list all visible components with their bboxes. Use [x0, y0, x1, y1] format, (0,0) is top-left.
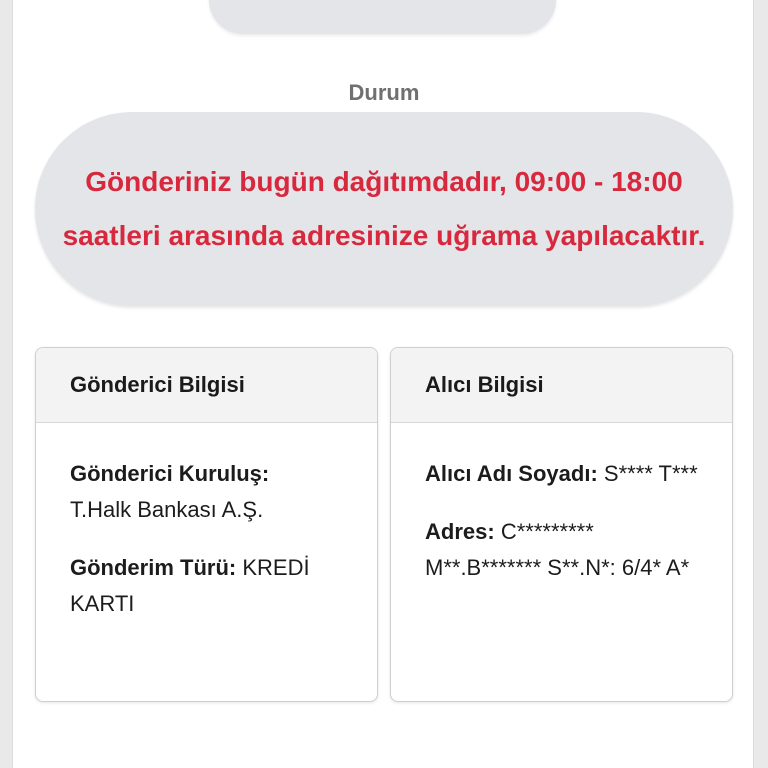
receiver-name-value: S**** T***	[603, 461, 698, 486]
sender-institution-value: T.Halk Bankası A.Ş.	[70, 497, 264, 522]
sender-card-body	[36, 423, 377, 622]
status-pill	[35, 112, 733, 306]
shipment-type-label: Gönderim Türü:	[70, 555, 237, 580]
receiver-address-field	[425, 514, 706, 586]
sender-institution-field	[70, 456, 351, 528]
shipment-type-value: KREDİ KARTI	[70, 555, 310, 616]
receiver-name-label: Alıcı Adı Soyadı:	[425, 461, 598, 486]
tracking-number-pill	[209, 0, 556, 34]
status-label: Durum	[348, 80, 420, 105]
sender-card-title: Gönderici Bilgisi	[36, 348, 377, 423]
receiver-card-body	[391, 423, 732, 586]
status-message: Gönderiniz bugün dağıtımdadır, 09:00 - 18:00 saatleri arasında adresinize uğrama yapılacaktır.	[62, 166, 706, 251]
sender-info-card	[35, 347, 378, 702]
receiver-card-title: Alıcı Bilgisi	[391, 348, 732, 423]
receiver-info-card	[390, 347, 733, 702]
receiver-name-field	[425, 456, 706, 492]
receiver-address-label: Adres:	[425, 519, 495, 544]
receiver-address-value: C********* M**.B******* S**.N*: 6/4* A*	[425, 519, 690, 580]
shipment-type-field	[70, 550, 351, 622]
sender-institution-label: Gönderici Kuruluş:	[70, 461, 270, 486]
